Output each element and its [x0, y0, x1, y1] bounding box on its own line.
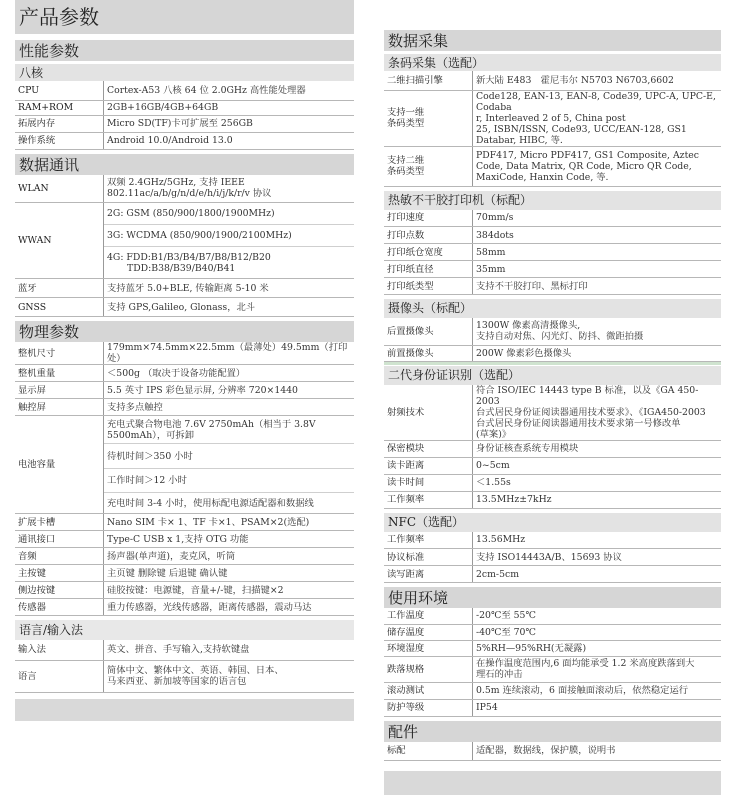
- spec-row: [384, 656, 721, 682]
- spec-value: 0.5m 连续滚动，6 面接触面滚动后，依然稳定运行: [473, 682, 722, 699]
- comm-table: [15, 175, 354, 318]
- section-capture: 数据采集: [384, 30, 721, 51]
- spec-value: ＜500g （取决于设备功能配置）: [104, 365, 355, 382]
- spec-key: 语言: [15, 660, 104, 692]
- spec-row: [384, 682, 721, 699]
- spec-row: [15, 416, 354, 514]
- spec-value: 0~5cm: [473, 457, 722, 474]
- value-line: 25, ISBN/ISSN, Code93, UCC/EAN-128, GS1: [476, 123, 687, 135]
- spec-value: IP54: [473, 699, 722, 716]
- spec-row: [15, 382, 354, 399]
- spec-key: GNSS: [15, 298, 104, 317]
- spec-row: [15, 565, 354, 582]
- spec-value: 5.5 英寸 IPS 彩色显示屏, 分辨率 720×1440: [104, 382, 355, 399]
- spec-row: [384, 146, 721, 186]
- spec-row: [384, 549, 721, 566]
- capture-table: [384, 71, 721, 187]
- spec-value: 58mm: [473, 244, 722, 261]
- spec-row: [384, 608, 721, 624]
- value-line: 马来西亚、新加坡等国家的语言包: [107, 676, 247, 687]
- spec-value: 13.5MHz±7kHz: [473, 491, 722, 508]
- value-line: 充电式聚合物电池 7.6V 2750mAh（相当于 3.8V: [107, 418, 316, 430]
- spec-key: RAM+ROM: [15, 100, 104, 115]
- spec-value: [473, 90, 722, 146]
- spec-key: 打印纸仓宽度: [384, 244, 473, 261]
- spec-value: 2GB+16GB/4GB+64GB: [104, 100, 355, 115]
- spec-value: 179mm×74.5mm×22.5mm（最薄处）49.5mm（打印处）: [104, 342, 355, 365]
- spec-value: [104, 203, 355, 279]
- value-line: 支持自动对焦、闪光灯、防抖、微距拍摄: [476, 331, 644, 343]
- spec-key: 整机重量: [15, 365, 104, 382]
- spec-key: 工作频率: [384, 491, 473, 508]
- value-line: MaxiCode, Hanxin Code, 等.: [476, 171, 609, 183]
- spec-value: [473, 385, 722, 441]
- spec-value: [104, 416, 355, 514]
- spec-value: [473, 656, 722, 682]
- spec-row: [384, 318, 721, 345]
- spec-key: 协议标准: [384, 549, 473, 566]
- idcard-table: [384, 385, 721, 509]
- value-line: 台式居民身份证阅读器通用技术要求》、《IGA450-2003: [476, 406, 706, 418]
- spec-value: 硅胶按键：电源键，音量+/-键，扫描键×2: [104, 582, 355, 599]
- spec-row: [15, 365, 354, 382]
- section-language: 语言/输入法: [15, 620, 354, 640]
- key-line: 支持二维: [387, 155, 425, 166]
- spec-row: [384, 532, 721, 549]
- spec-value: [104, 175, 355, 203]
- spec-value: 身份证核查系统专用模块: [473, 440, 722, 457]
- spec-value: 70mm/s: [473, 210, 722, 227]
- spec-row: [15, 531, 354, 548]
- spec-value: 新大陆 E483 霍尼韦尔 N5703 N6703,6602: [473, 71, 722, 90]
- section-accessory: 配件: [384, 721, 721, 742]
- spec-value: Cortex-A53 八核 64 位 2.0GHz 高性能处理器: [104, 81, 355, 100]
- spec-row: [384, 440, 721, 457]
- spec-key: 前置摄像头: [384, 345, 473, 361]
- env-table: [384, 608, 721, 717]
- language-table: [15, 640, 354, 693]
- value-line: PDF417, Micro PDF417, GS1 Composite, Aztec: [476, 149, 700, 161]
- spec-row: [15, 342, 354, 365]
- left-column: [15, 0, 354, 721]
- spec-key: 射频技术: [384, 385, 473, 441]
- spec-row: [384, 742, 721, 761]
- spec-row: [384, 210, 721, 227]
- spec-row: [15, 514, 354, 531]
- spec-row: [384, 699, 721, 716]
- spec-value: 支持 ISO14443A/B、15693 协议: [473, 549, 722, 566]
- value-line: 双频 2.4GHz/5GHz, 支持 IEEE: [107, 177, 245, 189]
- key-line: 条码类型: [387, 166, 425, 177]
- spec-key: 扩展卡槽: [15, 514, 104, 531]
- spec-value: [473, 146, 722, 186]
- section-idcard: 二代身份证识别（选配）: [384, 366, 721, 385]
- spec-key: 打印纸直径: [384, 261, 473, 278]
- value-line: TDD:B38/B39/B40/B41: [127, 262, 236, 274]
- value-line: 理石的冲击: [476, 669, 523, 680]
- value-line: 3G: WCDMA (850/900/1900/2100MHz): [104, 225, 354, 247]
- spec-value: 200W 像素彩色摄像头: [473, 345, 722, 361]
- spec-key: 音频: [15, 548, 104, 565]
- value-line: 在操作温度范围内,6 面均能承受 1.2 米高度跌落到大: [476, 658, 695, 669]
- spec-row: [384, 491, 721, 508]
- page-title: 产品参数: [15, 0, 354, 34]
- spec-value: 支持不干胶打印、黑标打印: [473, 278, 722, 295]
- value-line: [104, 247, 354, 278]
- spec-row: [15, 399, 354, 416]
- section-divider: [384, 362, 721, 365]
- spec-key: 打印纸类型: [384, 278, 473, 295]
- value-line: Databar, HIBC, 等.: [476, 134, 563, 146]
- spec-value: [104, 660, 355, 692]
- spec-key: WLAN: [15, 175, 104, 203]
- spec-row: [15, 81, 354, 100]
- section-printer: 热敏不干胶打印机（标配）: [384, 191, 721, 210]
- spec-value: 适配器，数据线，保护膜，说明书: [473, 742, 722, 761]
- value-line: 台式居民身份证阅读器通用技术要求第一号修改单: [476, 417, 681, 429]
- spec-row: [15, 203, 354, 279]
- spec-value: Micro SD(TF)卡可扩展至 256GB: [104, 115, 355, 132]
- spec-row: [15, 599, 354, 616]
- spec-value: 扬声器(单声道)，麦克风，听筒: [104, 548, 355, 565]
- spec-key: 通讯接口: [15, 531, 104, 548]
- value-line: 5500mAh），可拆卸: [107, 429, 195, 441]
- spec-key: 拓展内存: [15, 115, 104, 132]
- value-line: 4G: FDD:B1/B3/B4/B7/B8/B12/B20: [107, 251, 271, 263]
- spec-key: 二维扫描引擎: [384, 71, 473, 90]
- spec-value: Nano SIM 卡× 1、TF 卡×1、PSAM×2(选配): [104, 514, 355, 531]
- spec-key: 整机尺寸: [15, 342, 104, 365]
- spec-value: ＜1.55s: [473, 474, 722, 491]
- subsection-barcode: 条码采集（选配）: [384, 54, 721, 71]
- section-comm: 数据通讯: [15, 154, 354, 175]
- spec-key: 滚动测试: [384, 682, 473, 699]
- value-line: 符合 ISO/IEC 14443 type B 标准，以及《GA 450-2003: [476, 384, 699, 407]
- spec-value: 5%RH—95%RH(无凝露): [473, 640, 722, 656]
- spec-row: [15, 298, 354, 317]
- spec-value: Type-C USB x 1,支持 OTG 功能: [104, 531, 355, 548]
- spec-value: -20℃至 55℃: [473, 608, 722, 624]
- spec-key: [384, 146, 473, 186]
- spec-value: 重力传感器，光线传感器，距离传感器，震动马达: [104, 599, 355, 616]
- spec-key: 操作系统: [15, 132, 104, 149]
- subsection-octa-core: 八核: [15, 64, 354, 81]
- value-line: 1300W 像素高清摄像头,: [476, 320, 581, 332]
- spec-row: [384, 90, 721, 146]
- spec-key: WWAN: [15, 203, 104, 279]
- spec-value: [473, 318, 722, 345]
- spec-row: [15, 132, 354, 149]
- spec-key: 工作温度: [384, 608, 473, 624]
- spec-row: [15, 100, 354, 115]
- performance-table: [15, 81, 354, 150]
- spec-value: 13.56MHz: [473, 532, 722, 549]
- spec-row: [15, 279, 354, 298]
- spec-key: 触控屏: [15, 399, 104, 416]
- spec-key: 电池容量: [15, 416, 104, 514]
- spec-key: 读卡时间: [384, 474, 473, 491]
- footer-bar: [384, 771, 721, 795]
- camera-table: [384, 318, 721, 362]
- value-line: Code128, EAN-13, EAN-8, Code39, UPC-A, UPC-E, Codaba: [476, 90, 716, 113]
- spec-key: 打印速度: [384, 210, 473, 227]
- spec-row: [15, 175, 354, 203]
- spec-row: [384, 640, 721, 656]
- spec-value: 384dots: [473, 227, 722, 244]
- physical-table: [15, 342, 354, 616]
- spec-row: [384, 71, 721, 90]
- spec-value: -40℃至 70℃: [473, 624, 722, 640]
- spec-value: 主页键 删除键 后退键 确认键: [104, 565, 355, 582]
- spec-row: [384, 261, 721, 278]
- spec-value: 支持蓝牙 5.0+BLE, 传输距离 5-10 米: [104, 279, 355, 298]
- spec-key: CPU: [15, 81, 104, 100]
- spec-row: [15, 548, 354, 565]
- spec-key: [384, 90, 473, 146]
- spec-key: 打印点数: [384, 227, 473, 244]
- footer-bar: [15, 699, 354, 721]
- spec-row: [384, 566, 721, 583]
- spec-key: 标配: [384, 742, 473, 761]
- spec-row: [384, 474, 721, 491]
- spec-value: 35mm: [473, 261, 722, 278]
- spec-key: 环境湿度: [384, 640, 473, 656]
- spec-value: Android 10.0/Android 13.0: [104, 132, 355, 149]
- section-performance: 性能参数: [15, 40, 354, 61]
- value-line: (草案)》: [476, 428, 512, 440]
- value-line: 充电时间 3-4 小时，使用标配电源适配器和数据线: [107, 497, 314, 509]
- value-line: 802.11ac/a/b/g/n/d/e/h/i/j/k/r/v 协议: [107, 188, 272, 200]
- right-column: [384, 0, 721, 795]
- top-spacer: [384, 0, 721, 30]
- section-env: 使用环境: [384, 587, 721, 608]
- spec-row: [15, 115, 354, 132]
- spec-key: 蓝牙: [15, 279, 104, 298]
- printer-table: [384, 210, 721, 296]
- spec-row: [384, 244, 721, 261]
- spec-key: 读卡距离: [384, 457, 473, 474]
- spec-row: [384, 227, 721, 244]
- value-line: Code, Data Matrix, QR Code, Micro QR Code,: [476, 160, 692, 172]
- spec-row: [15, 582, 354, 599]
- spec-key: 保密模块: [384, 440, 473, 457]
- spec-row: [384, 385, 721, 441]
- spec-row: [15, 660, 354, 692]
- spec-key: 工作频率: [384, 532, 473, 549]
- spec-key: 主按键: [15, 565, 104, 582]
- spec-key: 显示屏: [15, 382, 104, 399]
- spec-key: 储存温度: [384, 624, 473, 640]
- spec-key: 跌落规格: [384, 656, 473, 682]
- value-line: [104, 416, 354, 444]
- section-camera: 摄像头（标配）: [384, 299, 721, 318]
- spec-row: [384, 457, 721, 474]
- spec-row: [15, 640, 354, 660]
- section-physical: 物理参数: [15, 321, 354, 342]
- spec-key: 侧边按键: [15, 582, 104, 599]
- spec-key: 传感器: [15, 599, 104, 616]
- value-line: 工作时间＞12 小时: [104, 469, 354, 493]
- nfc-table: [384, 532, 721, 584]
- key-line: 支持一维: [387, 107, 425, 118]
- spec-row: [384, 345, 721, 361]
- section-nfc: NFC（选配）: [384, 513, 721, 532]
- value-line: 简体中文、繁体中文、英语、韩国、日本、: [107, 665, 284, 676]
- spec-key: 防护等级: [384, 699, 473, 716]
- spec-value: 支持 GPS,Galileo, Glonass，北斗: [104, 298, 355, 317]
- spec-key: 读写距离: [384, 566, 473, 583]
- spec-value: 2cm-5cm: [473, 566, 722, 583]
- spec-key: 输入法: [15, 640, 104, 660]
- spec-value: 英文、拼音、手写输入,支持软键盘: [104, 640, 355, 660]
- spec-value: 支持多点触控: [104, 399, 355, 416]
- value-line: r, Interleaved 2 of 5, China post: [476, 112, 626, 124]
- spec-key: 后置摄像头: [384, 318, 473, 345]
- value-line: 待机时间＞350 小时: [104, 444, 354, 469]
- accessory-table: [384, 742, 721, 762]
- spec-row: [384, 278, 721, 295]
- key-line: 条码类型: [387, 118, 425, 129]
- value-line: 2G: GSM (850/900/1800/1900MHz): [104, 203, 354, 225]
- spec-row: [384, 624, 721, 640]
